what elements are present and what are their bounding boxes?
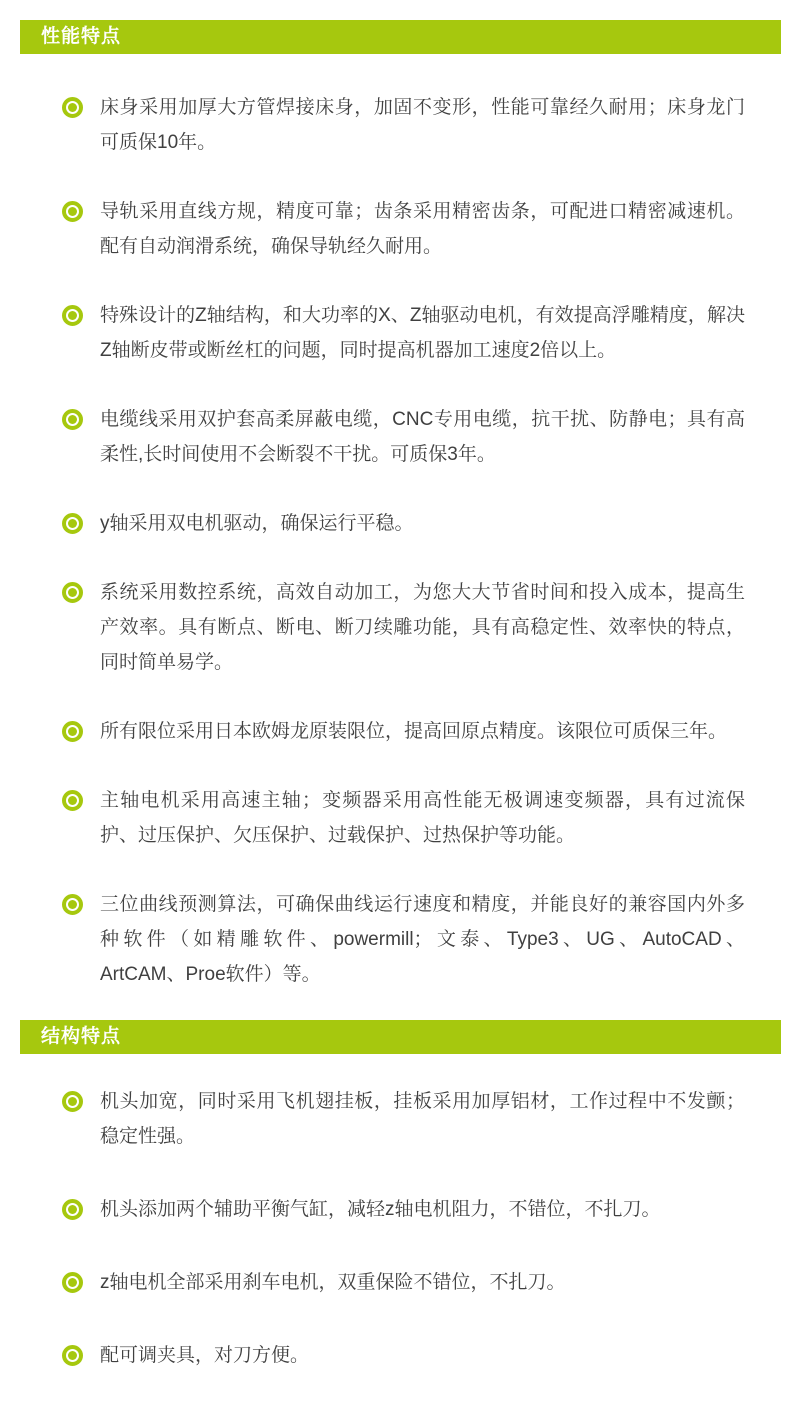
section-title: 结构特点 — [41, 1025, 122, 1047]
feature-text: y轴采用双电机驱动，确保运行平稳。 — [100, 513, 414, 534]
section-header-performance — [20, 20, 781, 54]
bullet-dot — [68, 311, 77, 320]
bullet-dot — [68, 1097, 77, 1106]
bullet-target-icon — [62, 582, 83, 603]
feature-text: 机头加宽，同时采用飞机翅挂板，挂板采用加厚铝材，工作过程中不发颤；稳定性强。 — [100, 1091, 745, 1147]
bullet-dot — [68, 900, 77, 909]
bullet-dot — [68, 207, 77, 216]
bullet-target-icon — [62, 305, 83, 326]
section-title: 性能特点 — [41, 25, 122, 47]
bullet-dot — [68, 415, 77, 424]
bullet-dot — [68, 519, 77, 528]
feature-text: 导轨采用直线方规，精度可靠；齿条采用精密齿条，可配进口精密减速机。配有自动润滑系统，确保导轨经久耐用。 — [100, 201, 745, 257]
bullet-target-icon — [62, 790, 83, 811]
feature-text: 主轴电机采用高速主轴；变频器采用高性能无极调速变频器，具有过流保护、过压保护、欠压保护、过载保护、过热保护等功能。 — [100, 790, 745, 846]
bullet-target-icon — [62, 409, 83, 430]
bullet-dot — [68, 1205, 77, 1214]
feature-text: 三位曲线预测算法，可确保曲线运行速度和精度，并能良好的兼容国内外多种软件（如精雕软件、powermill；文泰、Type3、UG、AutoCAD、ArtCAM、Proe软件）等。 — [100, 894, 745, 985]
bullet-target-icon — [62, 1091, 83, 1112]
bullet-target-icon — [62, 894, 83, 915]
feature-text: z轴电机全部采用刹车电机，双重保险不错位，不扎刀。 — [100, 1272, 566, 1293]
feature-text: 电缆线采用双护套高柔屏蔽电缆，CNC专用电缆，抗干扰、防静电；具有高柔性,长时间使用不会断裂不干扰。可质保3年。 — [100, 409, 745, 465]
feature-item — [62, 575, 745, 680]
bullet-target-icon — [62, 1272, 83, 1293]
feature-item — [62, 90, 745, 160]
bullet-target-icon — [62, 97, 83, 118]
feature-item — [62, 402, 745, 472]
bullet-dot — [68, 1278, 77, 1287]
feature-item — [62, 1338, 745, 1373]
feature-item — [62, 1265, 745, 1300]
feature-item — [62, 298, 745, 368]
feature-item — [62, 1084, 745, 1154]
bullet-target-icon — [62, 721, 83, 742]
feature-text: 床身采用加厚大方管焊接床身，加固不变形，性能可靠经久耐用；床身龙门可质保10年。 — [100, 97, 745, 153]
feature-text: 系统采用数控系统，高效自动加工，为您大大节省时间和投入成本，提高生产效率。具有断点、断电、断刀续雕功能，具有高稳定性、效率快的特点，同时简单易学。 — [100, 582, 745, 673]
bullet-target-icon — [62, 1345, 83, 1366]
section-header-structure — [20, 1020, 781, 1054]
feature-item — [62, 783, 745, 853]
feature-item — [62, 887, 745, 992]
feature-text: 所有限位采用日本欧姆龙原装限位，提高回原点精度。该限位可质保三年。 — [100, 721, 728, 742]
structure-feature-list — [0, 1054, 800, 1373]
bullet-dot — [68, 103, 77, 112]
performance-feature-list — [0, 54, 800, 992]
feature-item — [62, 714, 745, 749]
feature-text: 机头添加两个辅助平衡气缸，减轻z轴电机阻力，不错位，不扎刀。 — [100, 1199, 661, 1220]
bullet-target-icon — [62, 513, 83, 534]
bullet-dot — [68, 1351, 77, 1360]
bullet-target-icon — [62, 1199, 83, 1220]
bullet-dot — [68, 727, 77, 736]
feature-text: 特殊设计的Z轴结构，和大功率的X、Z轴驱动电机，有效提高浮雕精度，解决Z轴断皮带或断丝杠的问题，同时提高机器加工速度2倍以上。 — [100, 305, 745, 361]
bullet-dot — [68, 588, 77, 597]
feature-text: 配可调夹具，对刀方便。 — [100, 1345, 310, 1366]
bullet-target-icon — [62, 201, 83, 222]
feature-item — [62, 194, 745, 264]
feature-item — [62, 1192, 745, 1227]
feature-item — [62, 506, 745, 541]
bullet-dot — [68, 796, 77, 805]
